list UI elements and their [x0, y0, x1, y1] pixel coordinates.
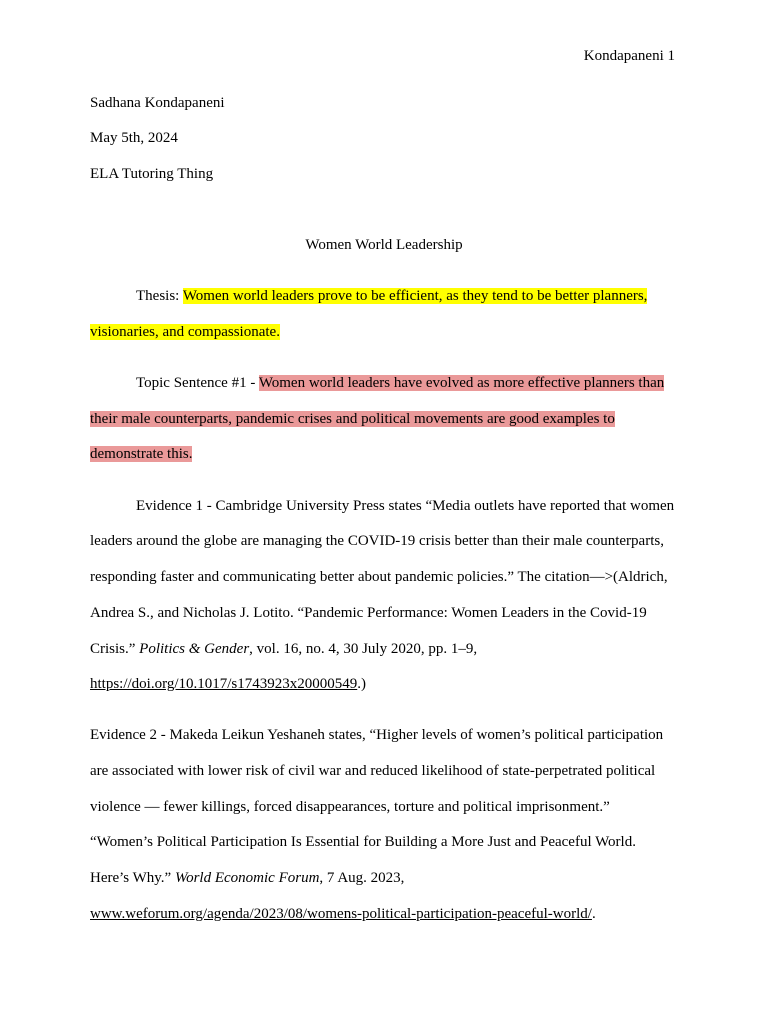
evidence2-publication: World Economic Forum: [174, 870, 320, 886]
evidence2-line-5: [90, 869, 404, 887]
topic-text-1: Women world leaders have evolved as more effective planners than: [258, 375, 665, 391]
topic-text-2: their male counterparts, pandemic crises and political movements are good examples to: [90, 411, 615, 427]
topic-text-3: demonstrate this.: [90, 446, 193, 462]
evidence2-line-3: violence — fewer killings, forced disappearances, torture and political imprisonment.”: [90, 799, 610, 815]
course-name: ELA Tutoring Thing: [90, 166, 214, 182]
evidence2-line-6: [90, 905, 596, 923]
evidence1-journal: Politics & Gender: [139, 641, 250, 657]
thesis-line-2: [90, 323, 280, 341]
thesis-line-1: [136, 287, 647, 305]
evidence1-citation-post: , vol. 16, no. 4, 30 July 2020, pp. 1–9,: [249, 641, 478, 657]
evidence2-line-2: are associated with lower risk of civil war and reduced likelihood of state-perpetrated political: [90, 763, 656, 779]
evidence1-line-4: Andrea S., and Nicholas J. Lotito. “Pandemic Performance: Women Leaders in the Covid-19: [90, 605, 647, 621]
evidence2-citation-post: , 7 Aug. 2023,: [319, 870, 405, 886]
topic-label: Topic Sentence #1 -: [136, 375, 259, 391]
running-head: Kondapaneni 1: [583, 48, 675, 64]
author-name: Sadhana Kondapaneni: [90, 95, 225, 111]
evidence1-line-6: [90, 675, 366, 693]
topic-line-3: [90, 445, 192, 463]
evidence1-citation-pre: Crisis.”: [90, 641, 140, 657]
thesis-text-2: visionaries, and compassionate.: [90, 324, 280, 340]
topic-line-1: [136, 374, 664, 392]
thesis-label: Thesis:: [136, 288, 180, 304]
evidence2-url-link[interactable]: www.weforum.org/agenda/2023/08/womens-political-participation-peaceful-world/: [90, 906, 592, 922]
thesis-text-1: Women world leaders prove to be efficient, as they tend to be better planners,: [182, 288, 648, 304]
evidence2-citation-pre: Here’s Why.”: [90, 870, 175, 886]
evidence1-line-1: Evidence 1 - Cambridge University Press states “Media outlets have reported that women: [136, 498, 675, 514]
page-title: Women World Leadership: [305, 237, 463, 253]
evidence1-line-3: responding faster and communicating better about pandemic policies.” The citation—>(Aldrich,: [90, 569, 668, 585]
date: May 5th, 2024: [90, 130, 178, 146]
evidence1-doi-link[interactable]: https://doi.org/10.1017/s1743923x20000549: [90, 676, 358, 692]
evidence2-link-post: .: [591, 906, 596, 922]
topic-line-2: [90, 410, 615, 428]
evidence2-line-1: Evidence 2 - Makeda Leikun Yeshaneh states, “Higher levels of women’s political participation: [90, 727, 664, 743]
evidence1-line-5: [90, 640, 477, 658]
evidence1-line-2: leaders around the globe are managing the COVID-19 crisis better than their male counterparts,: [90, 533, 664, 549]
evidence1-link-post: .): [357, 676, 366, 692]
evidence2-line-4: “Women’s Political Participation Is Essential for Building a More Just and Peaceful World.: [90, 834, 636, 850]
